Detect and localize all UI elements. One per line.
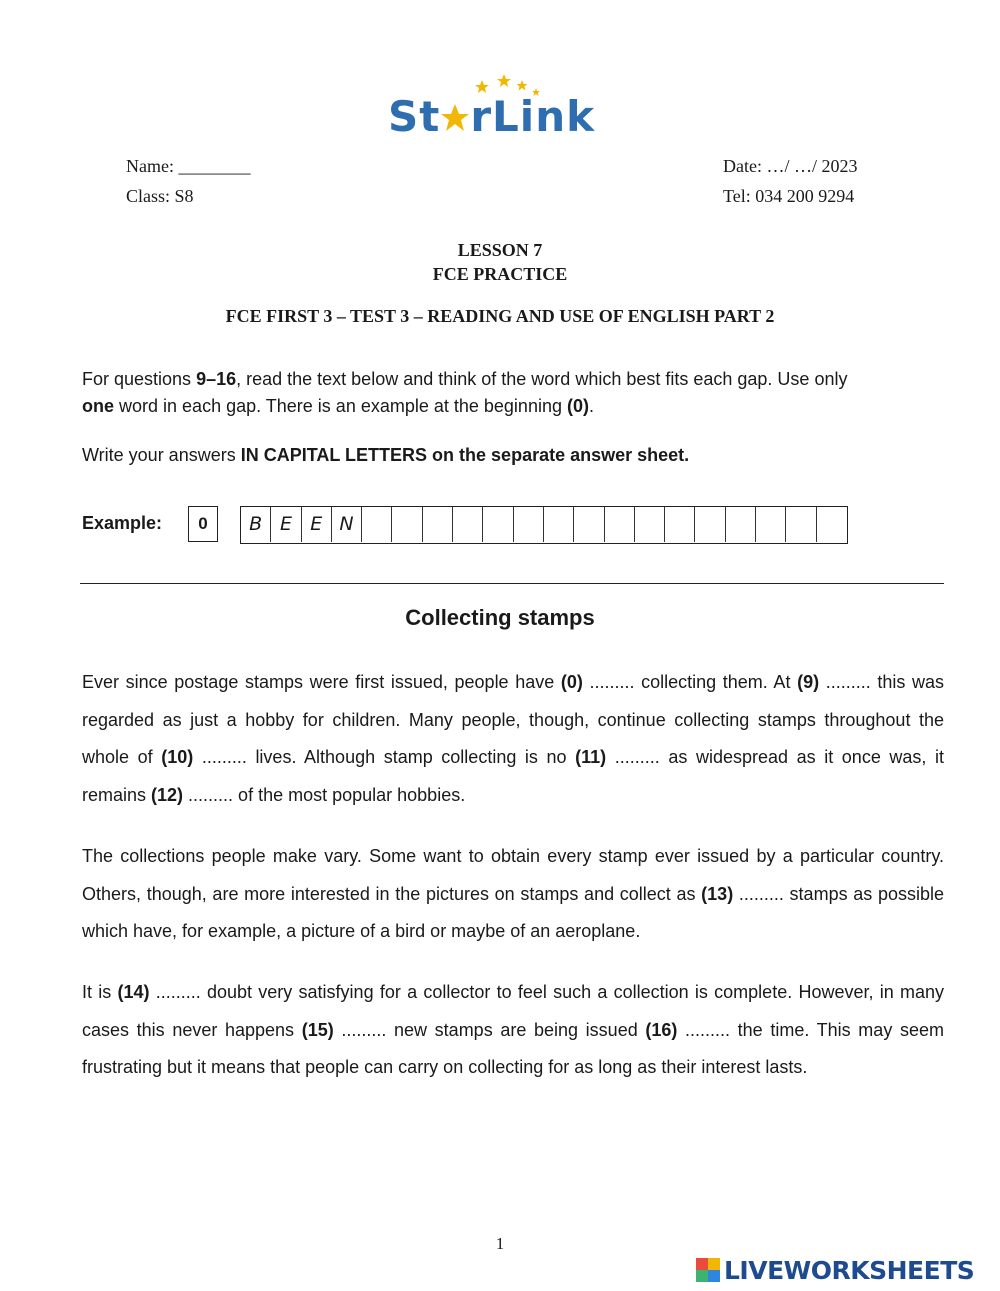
answer-cell: [574, 507, 604, 542]
date-field: Date: …/ …/ 2023: [723, 156, 858, 176]
liveworksheets-wordmark: LIVEWORKSHEETS: [724, 1255, 975, 1285]
paragraph-2: The collections people make vary. Some want to obtain every stamp ever issued by a particular country. Others, though, are more interested in the pictures on stamps and collect as (13) ......... stamps as possible which have, for example, a picture of a bird or maybe of an aeroplane.: [82, 846, 944, 942]
answer-cell: [635, 507, 665, 542]
gap-11: (11): [575, 747, 607, 768]
answer-cell: B: [241, 507, 271, 542]
logo-wordmark: St rLink: [388, 92, 596, 141]
name-field: Name: ________: [126, 156, 251, 176]
star-letter-icon: [440, 103, 470, 133]
liveworksheets-icon: [696, 1258, 720, 1282]
instructions: For questions 9–16, read the text below and think of the word which best fits each gap. Use only one word in each gap. There is an example at the beginning (0).: [82, 369, 848, 416]
answer-cell: [544, 507, 574, 542]
answer-cell: [483, 507, 513, 542]
answer-cell: E: [302, 507, 332, 542]
practice-title: FCE PRACTICE: [432, 264, 568, 284]
gap-10: (10): [161, 747, 194, 768]
answer-cell: [695, 507, 725, 542]
answer-cell: [665, 507, 695, 542]
paragraph-1: Ever since postage stamps were first issued, people have (0) ......... collecting them. At (9) ......... this was regarded as just a hobby for children. Many people, though, continue collecting stamps throughout the whole of (10) ......... lives. Although stamp collecting is no (11) ......... as widespread as it once was, it remains (12) ......... of the most popular hobbies.: [82, 672, 945, 806]
gap-16: (16): [645, 1019, 678, 1040]
answer-cell: [726, 507, 756, 542]
gap-0: (0): [560, 672, 583, 692]
answer-cell: [392, 507, 422, 542]
answer-cell: [817, 507, 847, 542]
example-label: Example:: [82, 513, 163, 533]
answer-cell: E: [271, 507, 301, 542]
answer-instruction: Write your answers IN CAPITAL LETTERS on the separate answer sheet.: [82, 445, 690, 465]
answer-cell: [756, 507, 786, 542]
gap-9: (9): [797, 672, 820, 692]
answer-cell: [605, 507, 635, 542]
class-field: Class: S8: [126, 186, 194, 206]
tel-field: Tel: 034 200 9294: [723, 186, 855, 206]
paragraph-3: It is (14) ......... doubt very satisfying for a collector to feel such a collection is complete. However, in many cases this never happens (15) ......... new stamps are being issued (16) ......... the time. This may seem frustrating but it means that people can carry on collecting for as long as their interest lasts.: [82, 982, 944, 1078]
divider: [80, 583, 944, 584]
page-number: 1: [495, 1234, 505, 1253]
example-answer-grid: [240, 506, 848, 544]
liveworksheets-logo[interactable]: [696, 1255, 974, 1285]
answer-cell: [362, 507, 392, 542]
test-title: FCE FIRST 3 – TEST 3 – READING AND USE OF ENGLISH PART 2: [225, 306, 775, 326]
lesson-title: LESSON 7: [457, 240, 543, 260]
gap-13: (13): [701, 883, 734, 904]
answer-cell: [453, 507, 483, 542]
answer-cell: N: [332, 507, 362, 542]
answer-cell: [786, 507, 816, 542]
gap-12: (12): [151, 785, 184, 806]
answer-cell: [514, 507, 544, 542]
gap-14: (14): [117, 982, 150, 1002]
starlink-logo: [388, 78, 618, 148]
example-number-box: 0: [188, 506, 218, 542]
section-title: Collecting stamps: [405, 605, 595, 630]
gap-15: (15): [301, 1019, 334, 1040]
answer-cell: [423, 507, 453, 542]
